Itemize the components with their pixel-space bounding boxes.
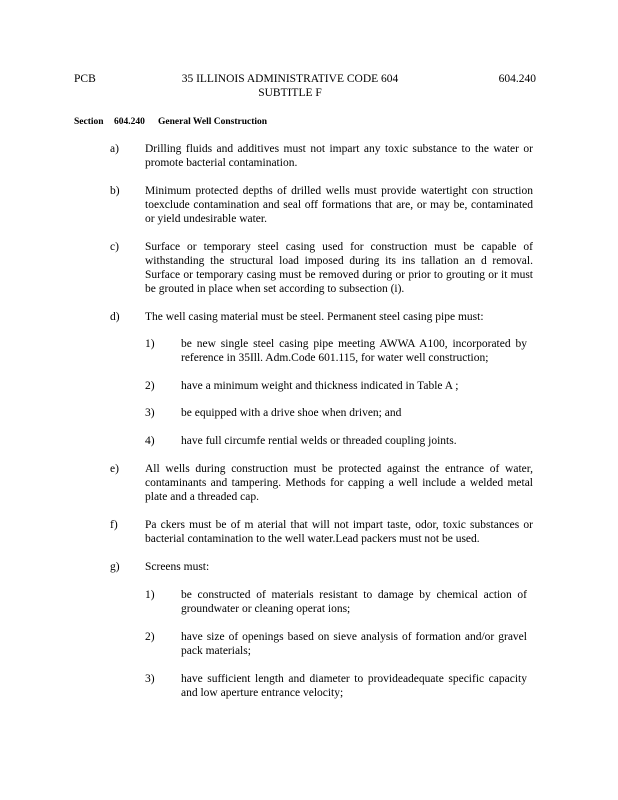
item-label: g) — [110, 561, 120, 573]
item-label: c) — [110, 241, 119, 253]
item-label: 2) — [145, 380, 155, 392]
item-label: f) — [110, 519, 118, 531]
item-label: 3) — [145, 673, 155, 685]
section-title: General Well Construction — [158, 117, 268, 127]
header-center — [160, 72, 420, 100]
item-text: have sufficient length and diameter to provideadequate specific capacity and low aperture entrance velocity; — [181, 673, 527, 699]
item-text: The well casing material must be steel. Permanent steel casing pipe must: — [145, 311, 484, 323]
item-text: be equipped with a drive shoe when driven; and — [181, 407, 402, 419]
item-label: e) — [110, 463, 119, 475]
section-number: 604.240 — [114, 117, 145, 127]
header-left: PCB — [74, 73, 96, 85]
item-label: d) — [110, 311, 120, 323]
header-subtitle: SUBTITLE F — [258, 87, 322, 99]
header-right: 604.240 — [498, 73, 536, 85]
header-title: 35 ILLINOIS ADMINISTRATIVE CODE 604 — [181, 73, 399, 85]
item-label: 3) — [145, 407, 155, 419]
item-text: Screens must: — [145, 561, 210, 573]
item-text: be new single steel casing pipe meeting AWWA A100, incorporated by reference in 35Ill. Adm.Code 601.115, for water well construction; — [181, 338, 527, 364]
item-label: 4) — [145, 435, 155, 447]
item-label: a) — [110, 143, 119, 155]
item-text: have full circumfe rential welds or threaded coupling joints. — [181, 435, 457, 447]
item-text: have a minimum weight and thickness indicated in Table A ; — [181, 380, 459, 392]
item-label: 1) — [145, 338, 155, 350]
item-text: Pa ckers must be of m aterial that will not impart taste, odor, toxic substances or bacterial contamination to the well water.Lead packers must not be used. — [145, 519, 533, 545]
item-label: b) — [110, 185, 120, 197]
item-text: be constructed of materials resistant to damage by chemical action of groundwater or cleaning operat ions; — [181, 589, 527, 615]
item-text: Drilling fluids and additives must not impart any toxic substance to the water or promote bacterial contamination. — [145, 143, 533, 169]
item-label: 1) — [145, 589, 155, 601]
item-text: All wells during construction must be protected against the entrance of water, contaminants and tampering. Methods for capping a well include a welded metal plate and a threaded cap. — [145, 463, 533, 503]
section-label: Section — [74, 117, 104, 127]
item-text: have size of openings based on sieve analysis of formation and/or gravel pack materials; — [181, 631, 527, 657]
section-heading — [74, 117, 271, 127]
item-text: Minimum protected depths of drilled wells must provide watertight con struction toexclude contamination and seal off formations that are, or may be, contaminated or yield undesirable water. — [145, 185, 533, 225]
item-label: 2) — [145, 631, 155, 643]
item-text: Surface or temporary steel casing used for construction must be capable of withstanding the structural load imposed during its ins tallation an d removal. Surface or temporary casing must be removed during or prior to grouting or it must be grouted in place when set according to subsection (i). — [145, 241, 533, 295]
